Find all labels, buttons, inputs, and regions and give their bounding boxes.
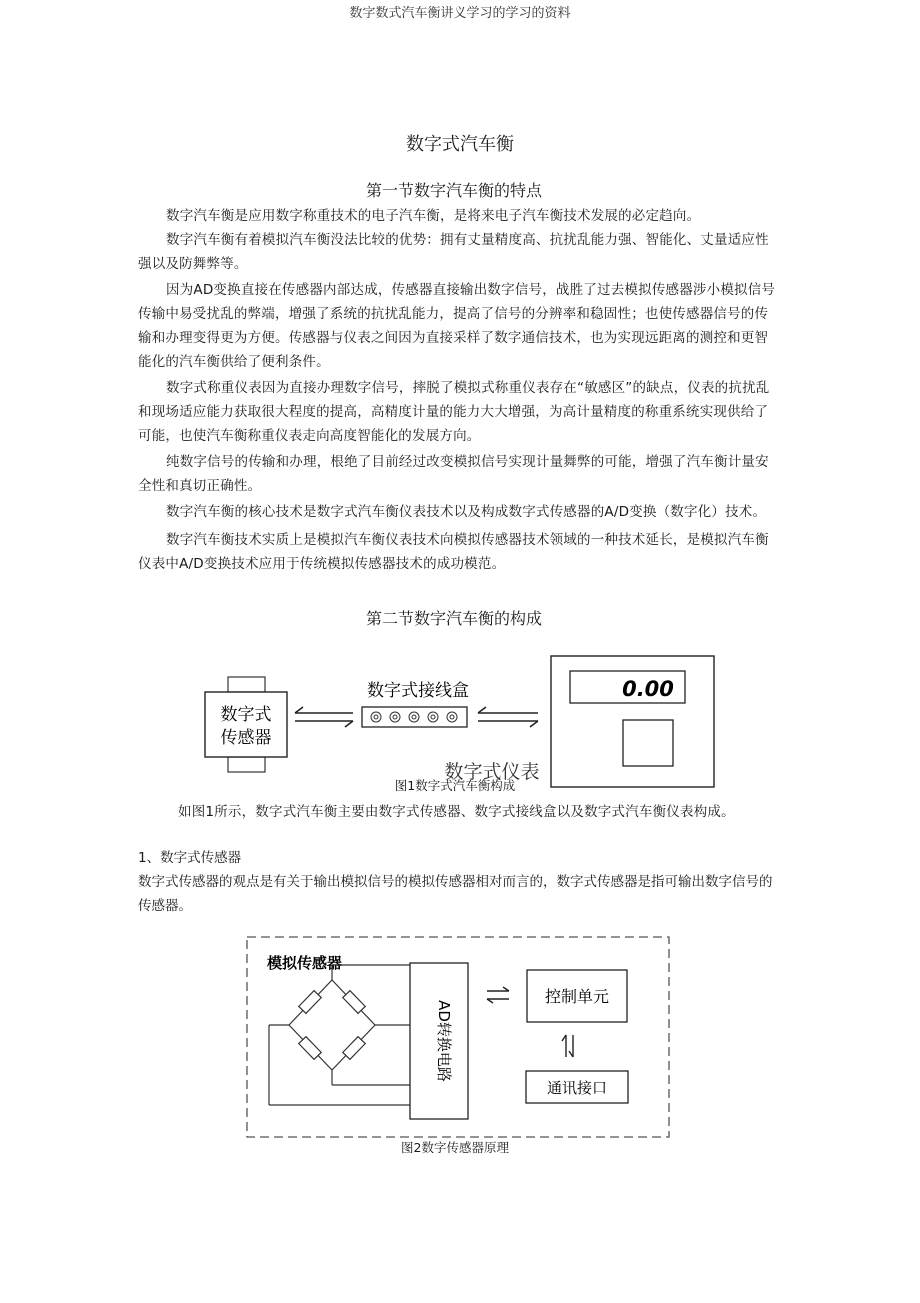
figure2-caption: 图2数字传感器原理	[401, 1140, 509, 1155]
bridge-resistors	[299, 991, 365, 1060]
paragraph: 因为AD变换直接在传感器内部达成，传感器直接输出数字信号，战胜了过去模拟传感器涉小模拟信号传输中易受扰乱的弊端，增强了系统的抗扰乱能力，提高了信号的分辨率和稳固性；也使传感器信号的传输和办理变得更为方便。传感器与仪表之间因为直接采样了数字通信技术，也为实现远距离的测控和更智能化的汽车衡供给了便利条件。	[138, 282, 776, 370]
meter-label: 数字式仪表	[444, 761, 540, 783]
paragraph: 数字汽车衡的核心技术是数字式汽车衡仪表技术以及构成数字式传感器的A/D变换（数字化）技术。	[166, 504, 767, 520]
control-unit-label: 控制单元	[544, 987, 610, 1006]
junction-box-label: 数字式接线盒	[367, 681, 469, 701]
ad-converter-label: AD转换电路	[435, 1000, 453, 1082]
paragraph: 数字式称重仪表因为直接办理数字信号，摔脱了模拟式称重仪表存在“敏感区”的缺点，仪表的抗扰乱和现场适应能力获取很大程度的提高，高精度计量的能力大大增强，为高计量精度的称重系统实现供给了可能，也使汽车衡称重仪表走向高度智能化的发展方向。	[138, 380, 770, 444]
paragraph: 数字汽车衡是应用数字称重技术的电子汽车衡，是将来电子汽车衡技术发展的必定趋向。	[166, 208, 701, 224]
sensor-mount-bottom	[228, 757, 265, 772]
document-title: 数字式汽车衡	[406, 134, 514, 155]
meter-keypad-area	[623, 720, 673, 766]
paragraph: 数字汽车衡有着模拟汽车衡没法比较的优势：拥有丈量精度高、抗扰乱能力强、智能化、丈量适应性强以及防舞弊等。	[138, 232, 769, 272]
left-bidirectional-arrow	[295, 707, 353, 727]
subheading-digital-sensor: 1、数字式传感器	[138, 850, 242, 866]
meter-display-value: 0.00	[622, 677, 674, 701]
paragraph: 纯数字信号的传输和办理，根绝了目前经过改变模拟信号实现计量舞弊的可能，增强了汽车衡计量安全性和真切正确性。	[138, 454, 769, 494]
sensor-mount-top	[228, 677, 265, 692]
comm-interface-label: 通讯接口	[546, 1079, 608, 1097]
ad-control-arrows	[487, 987, 509, 1003]
control-comm-arrows	[562, 1035, 573, 1057]
sensor-label-line1: 数字式	[220, 705, 272, 725]
figure1-diagram	[195, 652, 725, 792]
analog-sensor-label: 模拟传感器	[267, 954, 343, 972]
paragraph: 如图1所示，数字式汽车衡主要由数字式传感器、数字式接线盒以及数字式汽车衡仪表构成。	[178, 804, 735, 820]
section1-heading: 第一节数字汽车衡的特点	[365, 181, 542, 200]
wheatstone-bridge	[269, 965, 410, 1105]
figure2-diagram	[245, 935, 675, 1145]
page-header: 数字数式汽车衡讲义学习的学习的资料	[349, 6, 571, 21]
section1-body	[138, 204, 778, 576]
figure1-caption: 图1数字式汽车衡构成	[394, 778, 516, 793]
section2-heading: 第二节数字汽车衡的构成	[365, 609, 542, 628]
paragraph: 数字汽车衡技术实质上是模拟汽车衡仪表技术向模拟传感器技术领域的一种技术延长，是模拟汽车衡仪表中A/D变换技术应用于传统模拟传感器技术的成功模范。	[138, 532, 769, 572]
figure1-paragraph-block	[138, 800, 778, 824]
right-bidirectional-arrow	[478, 707, 538, 727]
sensor-label-line2: 传感器	[220, 728, 272, 748]
sensor-paragraph: 数字式传感器的观点是有关于输出模拟信号的模拟传感器相对而言的，数字式传感器是指可输出数字信号的传感器。	[138, 874, 773, 914]
